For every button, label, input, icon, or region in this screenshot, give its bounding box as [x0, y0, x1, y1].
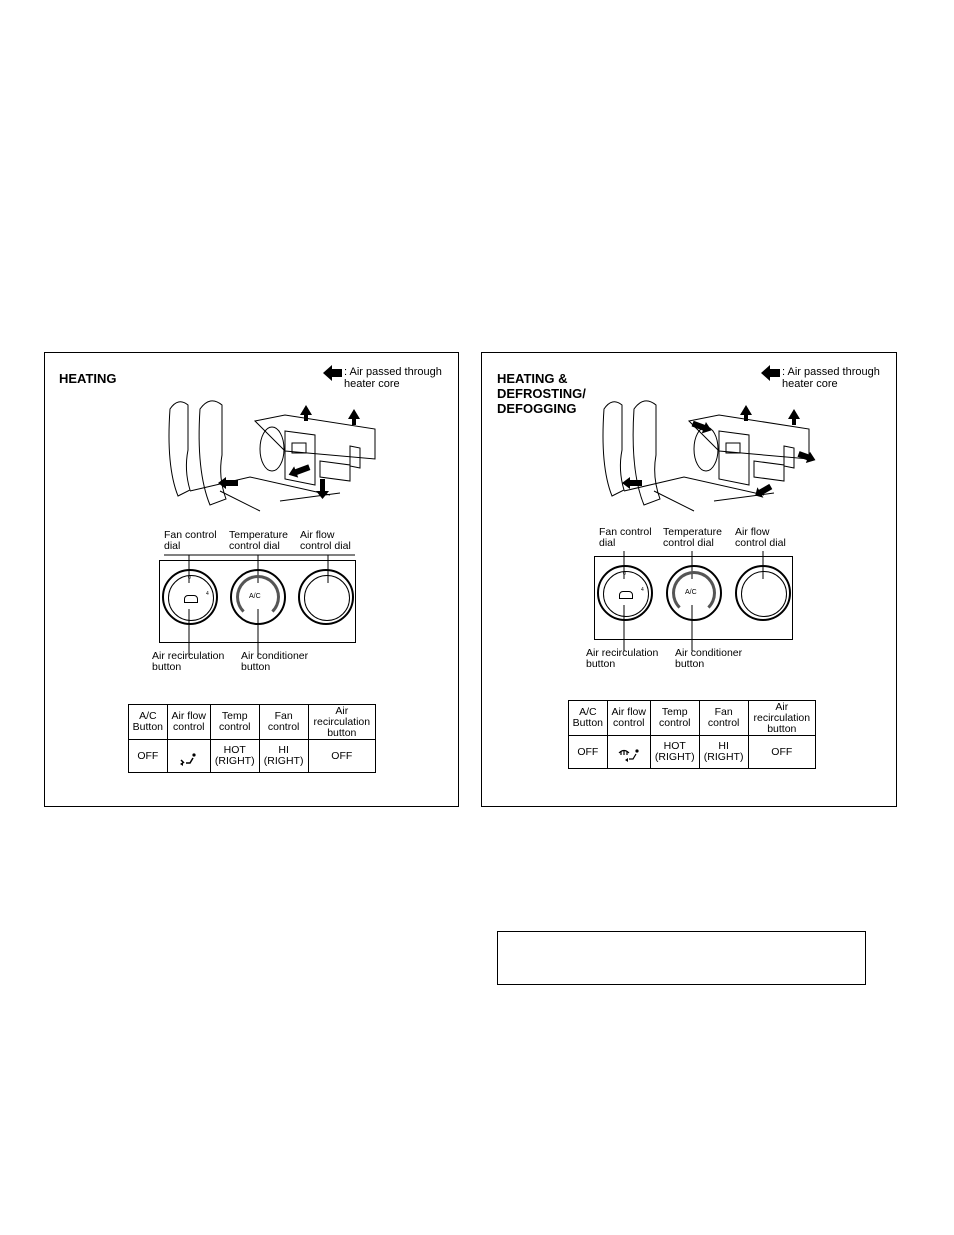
airflow-dial-callout: Air flow control dial: [300, 529, 351, 552]
table-header: Air recirculation button: [308, 705, 375, 740]
table-cell: [167, 740, 210, 773]
heater-core-arrow-icon: [761, 365, 781, 381]
table-header: Air flow control: [167, 705, 210, 740]
temp-dial-callout: Temperature control dial: [229, 529, 288, 552]
fan-control-dial[interactable]: [162, 569, 218, 625]
ac-button[interactable]: A/C: [249, 593, 261, 600]
table-cell: HOT (RIGHT): [650, 736, 699, 769]
panel-title: HEATING: [59, 371, 117, 386]
defrost-floor-vent-icon: [617, 749, 641, 763]
heating-panel: [44, 352, 459, 807]
note-box: [497, 931, 866, 985]
fan-tick: 0: [188, 575, 191, 581]
settings-table: [128, 704, 376, 773]
air-flow-control-dial[interactable]: [735, 565, 791, 621]
air-recirculation-button[interactable]: [184, 595, 198, 603]
table-cell: HI (RIGHT): [699, 736, 748, 769]
settings-table: [568, 700, 816, 769]
fan-tick: 4: [206, 591, 209, 597]
table-cell: HOT (RIGHT): [210, 740, 259, 773]
ac-button[interactable]: A/C: [685, 589, 697, 596]
ac-button-callout: Air conditioner button: [675, 647, 743, 670]
table-cell: [607, 736, 650, 769]
climate-control-panel: [594, 556, 793, 640]
table-cell: OFF: [569, 736, 608, 769]
panel-title: HEATING & DEFROSTING/ DEFOGGING: [497, 371, 586, 416]
climate-control-panel: [159, 560, 356, 643]
air-flow-control-dial[interactable]: [298, 569, 354, 625]
cabin-illustration: [160, 391, 380, 516]
table-cell: OFF: [748, 736, 815, 769]
heating-defrosting-panel: [481, 352, 897, 807]
temp-dial-callout: Temperature control dial: [663, 526, 722, 549]
table-cell: OFF: [308, 740, 375, 773]
airflow-dial-callout: Air flow control dial: [735, 526, 786, 549]
table-header: Fan control: [259, 705, 308, 740]
recirc-button-callout: Air recirculation button: [152, 650, 225, 673]
ac-button-callout: Air conditioner button: [241, 650, 309, 673]
table-header: Air flow control: [607, 701, 650, 736]
floor-vent-icon: [179, 753, 199, 767]
table-header: Air recirculation button: [748, 701, 815, 736]
heater-core-arrow-icon: [323, 365, 343, 381]
table-header: Temp control: [650, 701, 699, 736]
legend-text: : Air passed through heater core: [782, 366, 880, 390]
fan-control-dial[interactable]: [597, 565, 653, 621]
table-header: Fan control: [699, 701, 748, 736]
temperature-control-dial[interactable]: [230, 569, 286, 625]
air-recirculation-button[interactable]: [619, 591, 633, 599]
table-header: A/C Button: [129, 705, 168, 740]
table-header: Temp control: [210, 705, 259, 740]
cabin-illustration: [594, 391, 819, 516]
legend-text: : Air passed through heater core: [344, 366, 442, 390]
fan-dial-callout: Fan control dial: [164, 529, 217, 552]
temperature-control-dial[interactable]: [666, 565, 722, 621]
fan-dial-callout: Fan control dial: [599, 526, 652, 549]
table-cell: HI (RIGHT): [259, 740, 308, 773]
recirc-button-callout: Air recirculation button: [586, 647, 659, 670]
table-header: A/C Button: [569, 701, 608, 736]
fan-tick: 4: [641, 587, 644, 593]
fan-tick: 0: [623, 571, 626, 577]
table-cell: OFF: [129, 740, 168, 773]
